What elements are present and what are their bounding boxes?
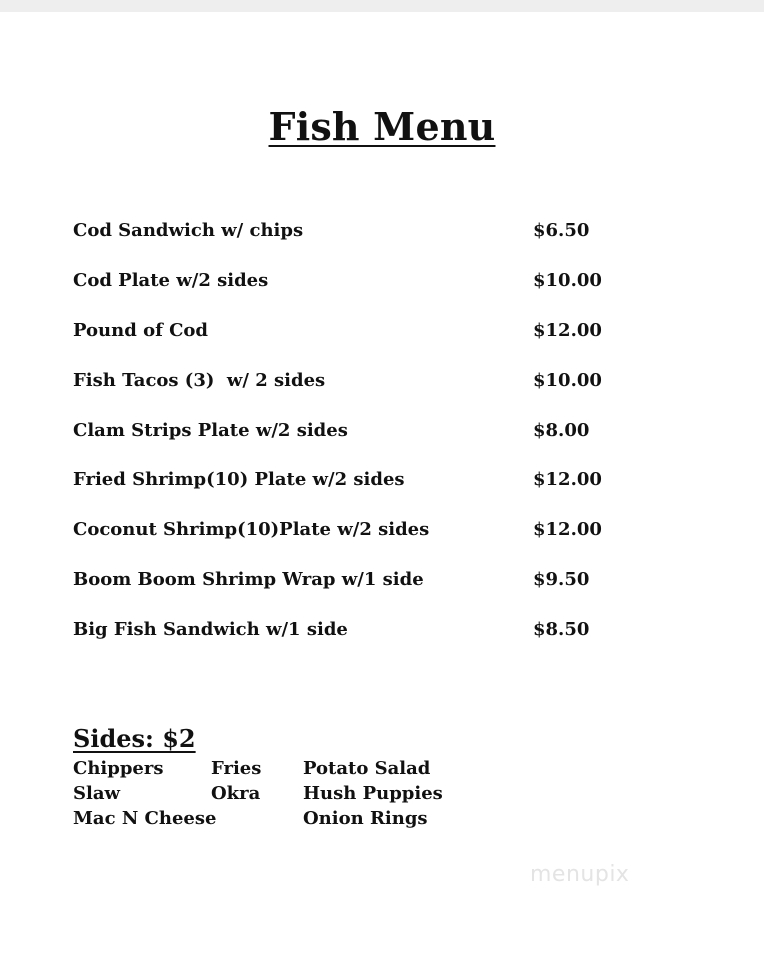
item-price: $8.00 [533,419,590,441]
menu-item [73,316,633,366]
sides-column-1 [73,756,216,831]
item-name: Pound of Cod [73,319,209,341]
side-item: Chippers [73,758,164,779]
item-price: $6.50 [533,220,590,241]
side-item: Potato Salad [303,758,431,779]
menu-item [73,465,633,515]
watermark-logo: menupix [530,862,630,887]
item-price: $10.00 [533,269,602,291]
item-name: Fish Tacos (3) w/ 2 sides [73,369,326,391]
menu-item [73,515,633,565]
sides-column-2 [211,756,261,806]
item-name: Clam Strips Plate w/2 sides [73,419,348,441]
menu-item [73,366,633,416]
item-name: Big Fish Sandwich w/1 side [73,619,348,641]
menu-item [73,266,633,316]
menu-item [73,416,633,466]
item-name: Cod Plate w/2 sides [73,269,269,291]
menu-item [73,565,633,615]
side-item: Okra [211,783,261,804]
item-price: $12.00 [533,469,602,491]
item-price: $12.00 [533,519,602,541]
menu-item [73,615,633,665]
side-item: Mac N Cheese [73,808,217,829]
menu-list [73,216,633,665]
item-price: $10.00 [533,369,602,391]
top-bar [0,0,764,12]
item-price: $12.00 [533,319,602,341]
side-item: Fries [211,758,262,779]
item-price: $8.50 [533,619,590,641]
side-item: Hush Puppies [303,783,443,804]
item-name: Boom Boom Shrimp Wrap w/1 side [73,569,424,591]
item-name: Cod Sandwich w/ chips [73,220,304,241]
item-name: Coconut Shrimp(10)Plate w/2 sides [73,519,430,541]
item-name: Fried Shrimp(10) Plate w/2 sides [73,469,405,491]
side-item: Onion Rings [303,808,428,829]
side-item: Slaw [73,783,120,804]
page-title: Fish Menu [268,104,496,149]
sides-heading: Sides: $2 [73,724,196,753]
menu-item [73,216,633,266]
sides-column-3 [303,756,443,831]
item-price: $9.50 [533,569,590,591]
